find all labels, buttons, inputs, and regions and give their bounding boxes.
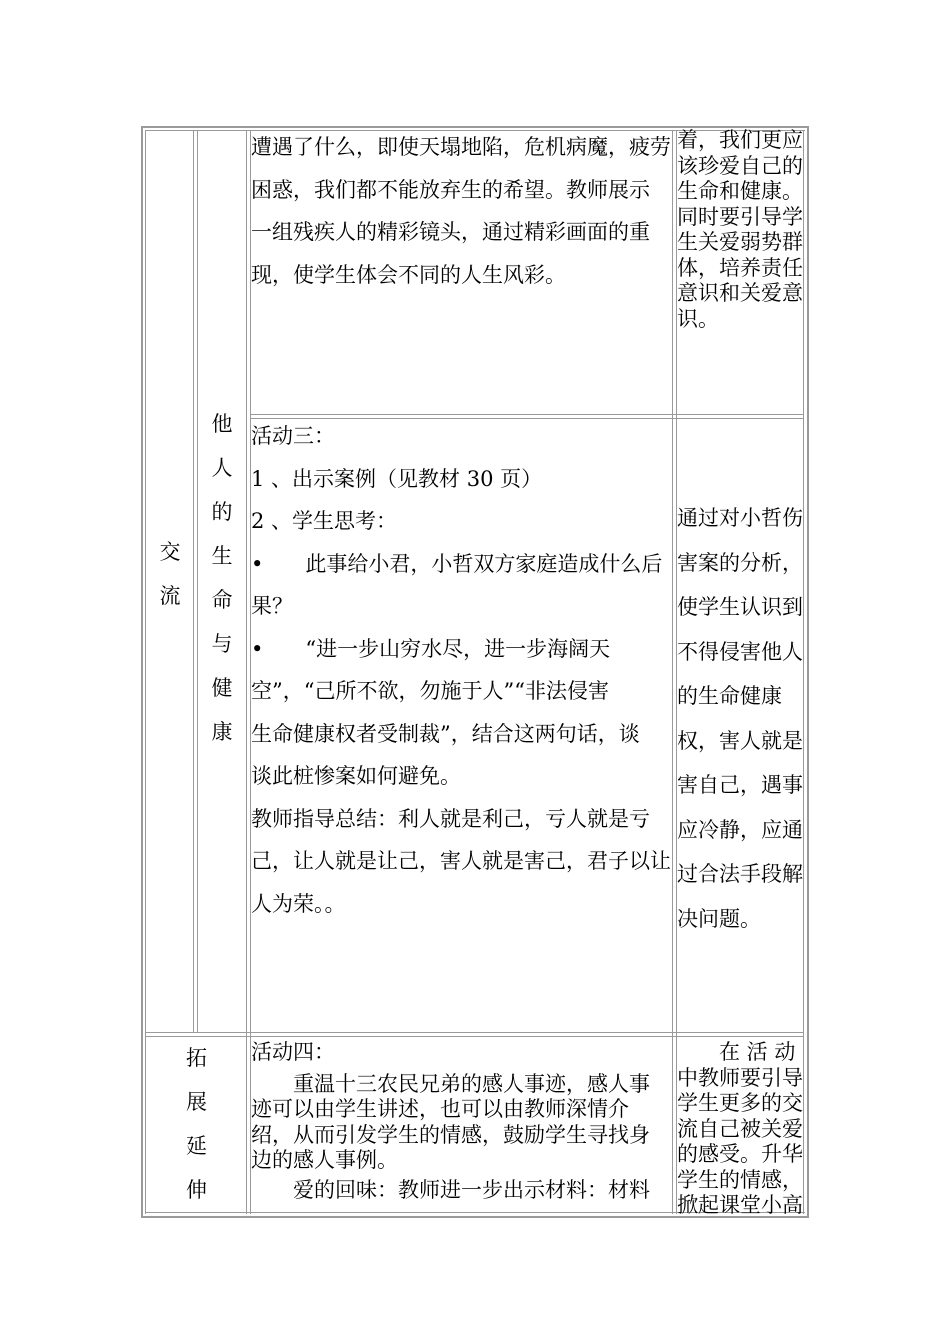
purpose-line: 学生更多的交	[677, 1091, 803, 1115]
content-line: 遭遇了什么，即使天塌地陷，危机病魔，疲劳	[251, 135, 671, 159]
content-line: 重温十三农民兄弟的感人事迹，感人事	[251, 1071, 650, 1096]
purpose-line: 不得侵害他人	[677, 639, 803, 664]
purpose-line: 应冷静，应通	[677, 817, 803, 842]
content-line: • “进一步山穷水尽，进一步海阔天	[251, 636, 611, 661]
content-line: 己，让人就是让己，害人就是害己，君子以让	[251, 849, 671, 873]
label-char: 伸	[186, 1178, 207, 1202]
content-line: 生命健康权者受制裁”，结合这两句话，谈	[251, 721, 640, 746]
content-line: 1 、出示案例（见教材 30 页）	[251, 466, 543, 491]
table-border-left	[141, 126, 143, 1218]
purpose-line: 识。	[677, 306, 719, 331]
row1-purpose-cell	[677, 128, 805, 332]
row2-content-cell	[251, 415, 673, 925]
row2-purpose-cell	[677, 496, 805, 941]
label-char: 延	[186, 1134, 207, 1158]
purpose-line: 学生的情感，	[677, 1167, 803, 1192]
lesson-plan-table	[141, 126, 809, 1218]
content-line: 迹可以由学生讲述，也可以由教师深情介	[251, 1097, 629, 1121]
purpose-line: 使学生认识到	[677, 595, 803, 619]
purpose-line: 在 活 动	[677, 1040, 796, 1064]
col-divider-1b	[197, 130, 198, 1032]
row-divider-2	[145, 1032, 803, 1033]
section-label-jiaoliu	[147, 530, 193, 618]
purpose-line: 流自己被关爱	[677, 1116, 803, 1141]
purpose-line: 害案的分析，	[677, 550, 803, 575]
label-char: 命	[211, 588, 233, 612]
purpose-line: 掀起课堂小高	[677, 1193, 803, 1217]
label-char: 拓	[186, 1046, 207, 1070]
purpose-line: 同时要引导学	[677, 204, 803, 229]
purpose-line: 的感受。升华	[677, 1142, 803, 1166]
label-char: 交	[159, 540, 181, 564]
label-char: 康	[211, 720, 233, 744]
content-line: 果？	[251, 594, 293, 618]
content-line: 教师指导总结：利人就是利己，亏人就是亏	[251, 806, 650, 831]
content-line: 活动四：	[251, 1040, 335, 1064]
purpose-line: 的生命健康	[677, 684, 782, 708]
label-char: 生	[211, 544, 233, 568]
purpose-line: 该珍爱自己的	[677, 153, 803, 178]
label-char: 健	[211, 676, 233, 700]
purpose-line: 意识和关爱意	[677, 281, 803, 305]
content-line: • 此事给小君，小哲双方家庭造成什么后	[251, 551, 663, 576]
label-char: 的	[211, 500, 233, 524]
content-line: 一组残疾人的精彩镜头，通过精彩画面的重	[251, 220, 650, 244]
purpose-line: 着，我们更应	[677, 128, 803, 152]
purpose-line: 过合法手段解	[677, 862, 803, 886]
col-divider-2	[246, 130, 247, 1214]
purpose-line: 体，培养责任	[677, 255, 803, 280]
content-line: 困惑，我们都不能放弃生的希望。教师展示	[251, 177, 650, 202]
purpose-line: 害自己，遇事	[677, 773, 803, 797]
row3-purpose-cell	[677, 1040, 805, 1219]
content-line: 绍，从而引发学生的情感，鼓励学生寻找身	[251, 1122, 650, 1147]
purpose-line: 中教师要引导	[677, 1065, 803, 1090]
col-divider-1	[193, 130, 194, 1032]
row1-content-cell	[251, 126, 673, 296]
row3-content-cell	[251, 1040, 673, 1203]
section-label-tuozhan	[147, 1036, 246, 1212]
table-border-right	[807, 126, 809, 1218]
purpose-line: 生命和健康。	[677, 179, 803, 203]
content-line: 爱的回味：教师进一步出示材料：材料	[251, 1177, 650, 1202]
label-char: 流	[159, 584, 181, 608]
content-line: 2 、学生思考：	[251, 509, 398, 533]
purpose-line: 通过对小哲伤	[677, 506, 803, 530]
label-char: 展	[186, 1090, 207, 1114]
purpose-line: 决问题。	[677, 906, 761, 931]
label-char: 与	[211, 632, 233, 656]
content-line: 谈此桩惨案如何避免。	[251, 764, 461, 788]
label-char: 他	[211, 412, 233, 436]
content-line: 现，使学生体会不同的人生风彩。	[251, 262, 566, 287]
table-border-left-inner	[145, 130, 146, 1214]
label-char: 人	[211, 456, 233, 480]
content-line: 边的感人事例。	[251, 1148, 398, 1172]
purpose-line: 权，害人就是	[677, 728, 803, 753]
content-line: 人为荣。。	[251, 891, 346, 916]
purpose-line: 生关爱弱势群	[677, 230, 803, 254]
content-line: 空”，“己所不欲，勿施于人”“非法侵害	[251, 679, 609, 703]
section-label-taren	[199, 402, 245, 754]
content-line: 活动三：	[251, 424, 335, 448]
